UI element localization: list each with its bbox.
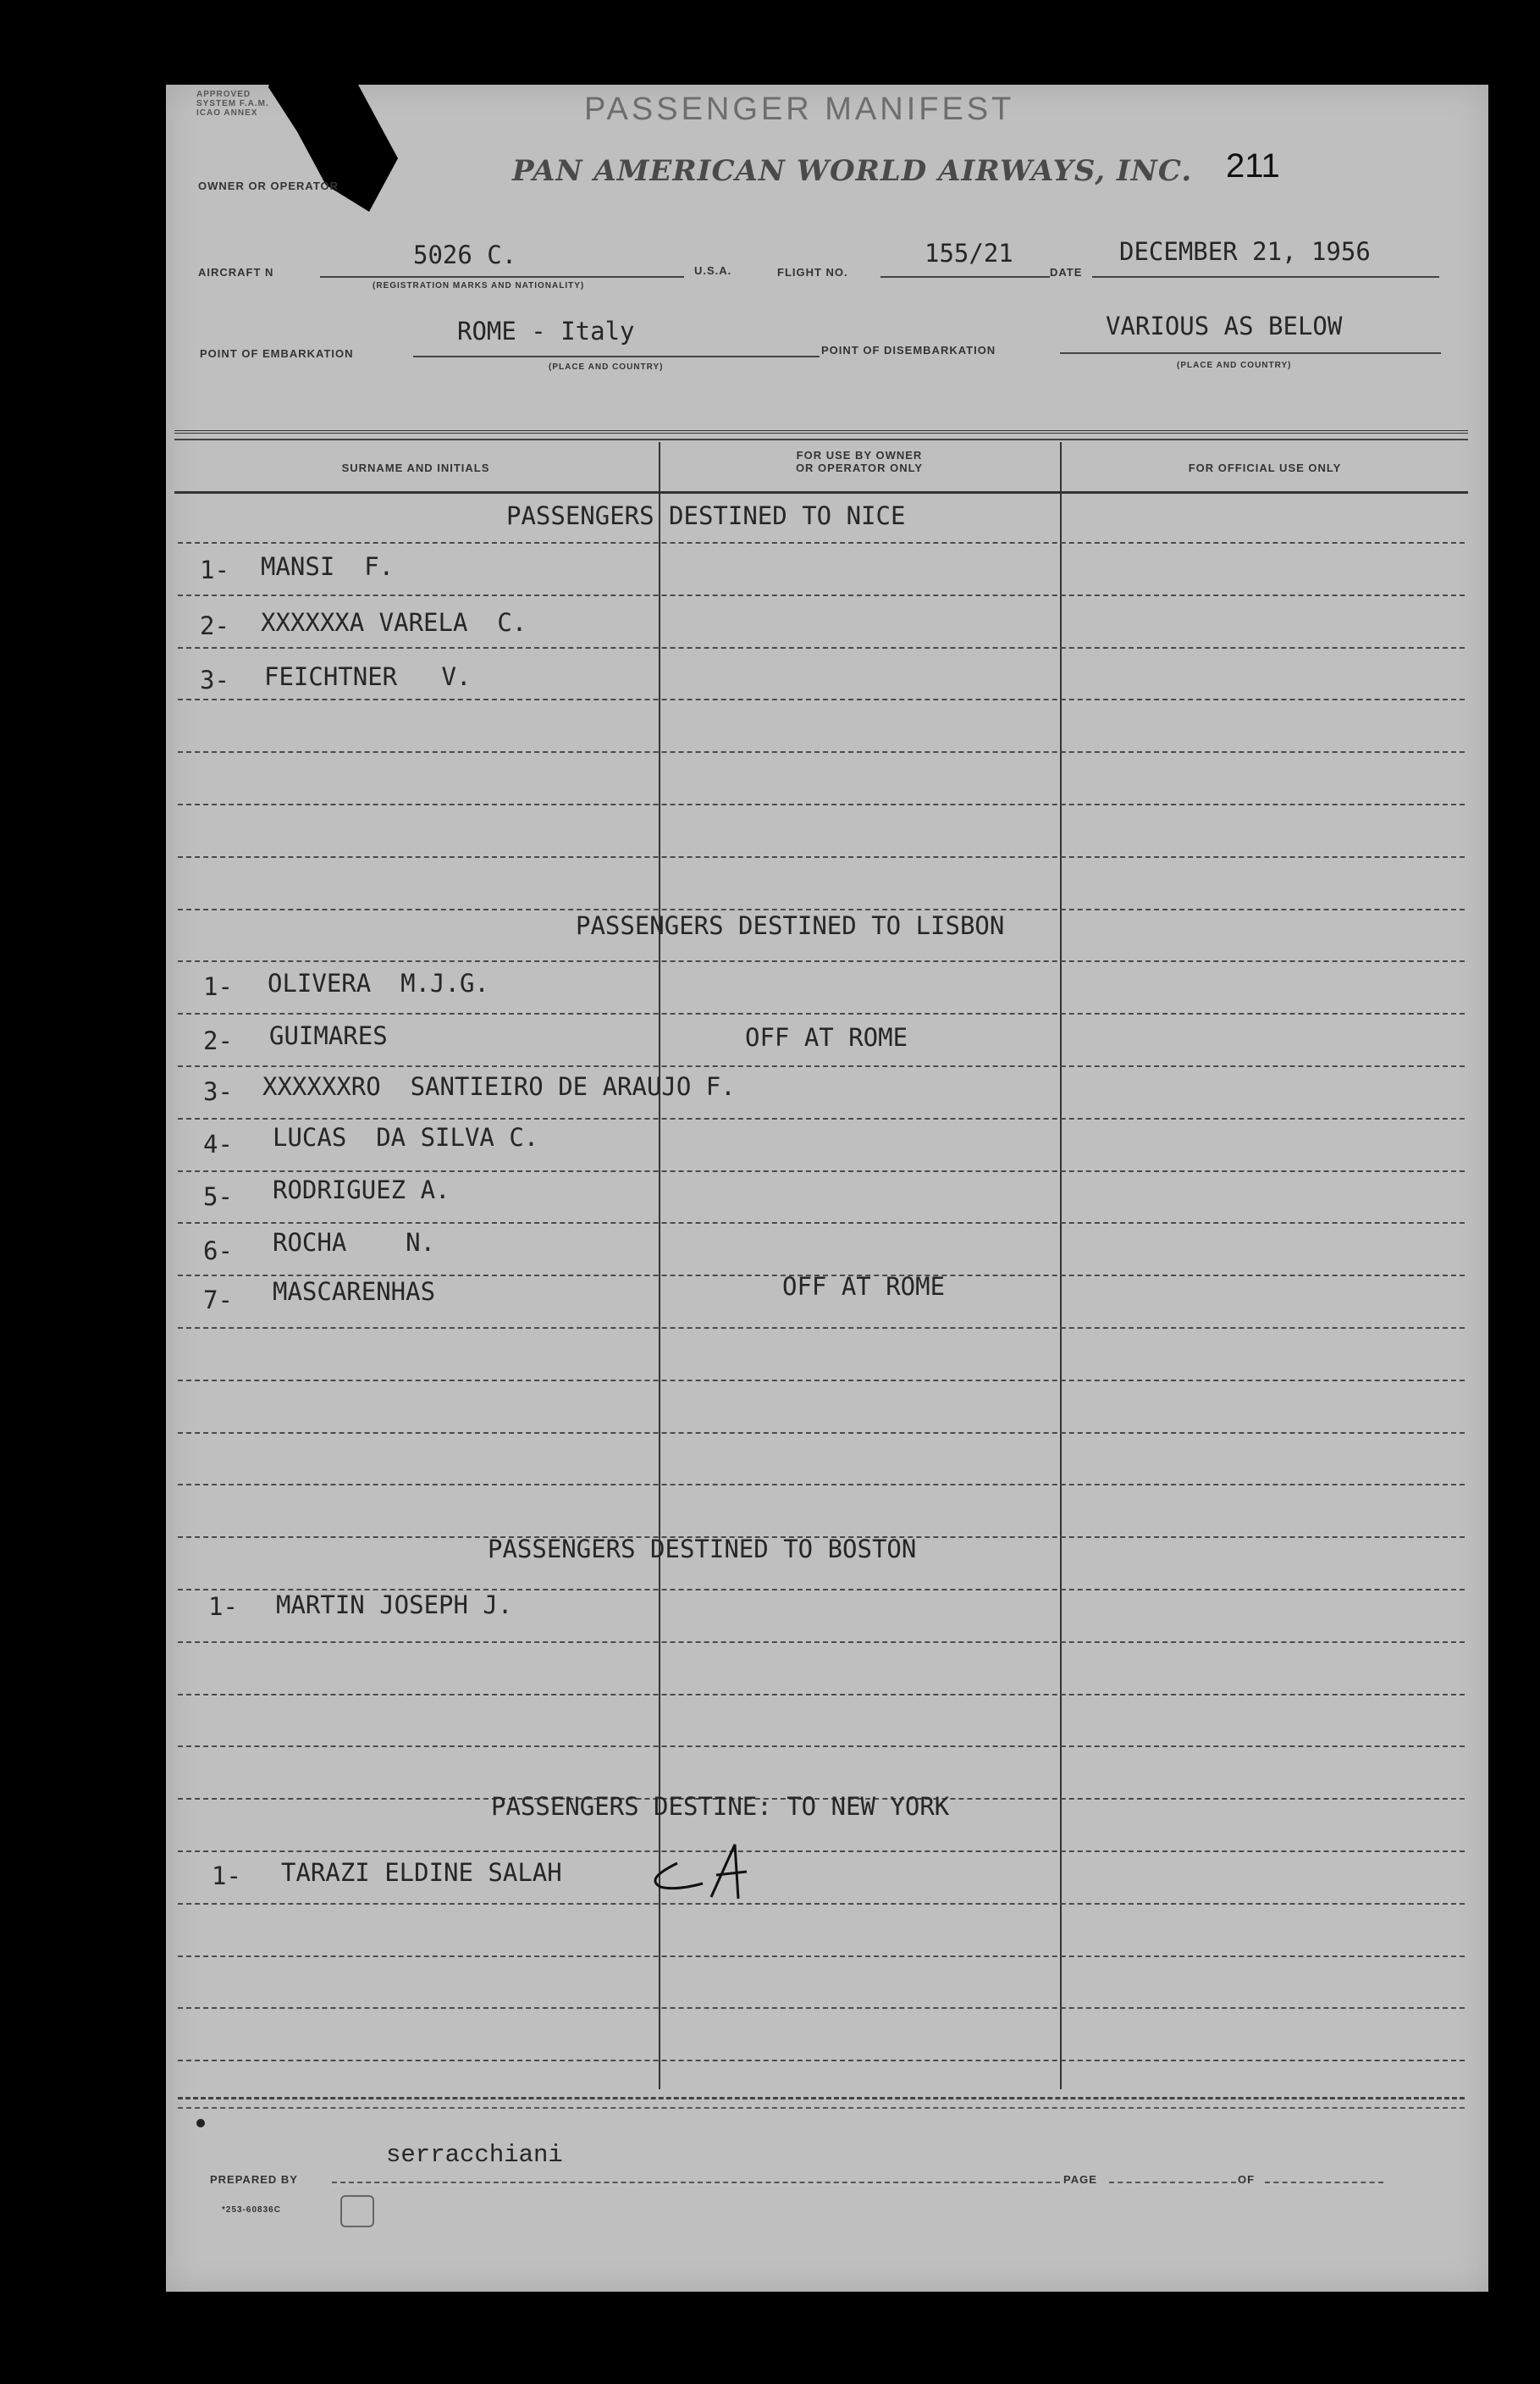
col-surname-header: SURNAME AND INITIALS	[341, 462, 490, 474]
passenger-name: FEICHTNER V.	[264, 662, 472, 691]
usa-label: U.S.A.	[694, 264, 732, 277]
passenger-name: OLIVERA M.J.G.	[268, 969, 489, 998]
handwritten-check-mark-icon	[643, 1838, 762, 1906]
passenger-name: MASCARENHAS	[273, 1277, 436, 1306]
passenger-name: ROCHA N.	[273, 1228, 436, 1257]
disembarkation-underline	[1060, 352, 1441, 354]
passenger-num: 3-	[203, 1077, 233, 1106]
aircraft-underline	[320, 276, 684, 278]
col-owner-line-1: FOR USE BY OWNER	[796, 449, 923, 462]
row-rule	[178, 804, 1465, 805]
row-rule	[178, 1222, 1465, 1224]
passenger-num: 1-	[212, 1861, 241, 1890]
passenger-num: 2-	[203, 1026, 233, 1055]
date-underline	[1092, 276, 1439, 278]
passenger-name: LUCAS DA SILVA C.	[273, 1123, 539, 1152]
passenger-name: GUIMARES	[269, 1021, 388, 1050]
aircraft-value: 5026 C.	[413, 241, 517, 269]
prepared-by-label: PREPARED BY	[210, 2173, 298, 2186]
page-number: 211	[1226, 147, 1280, 185]
row-rule	[178, 856, 1465, 858]
registration-caption: (REGISTRATION MARKS AND NATIONALITY)	[373, 281, 585, 290]
embarkation-label: POINT OF EMBARKATION	[200, 347, 354, 360]
ink-dot	[196, 2119, 205, 2127]
row-rule	[178, 1065, 1465, 1067]
row-rule	[178, 1380, 1465, 1381]
flight-underline	[880, 276, 1050, 278]
row-rule	[178, 1694, 1465, 1695]
passenger-note: OFF AT ROME	[782, 1272, 946, 1301]
date-label: DATE	[1050, 266, 1083, 279]
row-rule	[178, 699, 1465, 700]
owner-label: OWNER OR OPERATOR	[198, 180, 339, 192]
row-rule	[178, 595, 1465, 596]
row-rule	[178, 1484, 1465, 1485]
section-heading-boston: PASSENGERS DESTINED TO BOSTON	[488, 1535, 917, 1563]
approved-line-3: ICAO ANNEX	[196, 108, 258, 118]
footer-rule	[178, 2097, 1465, 2099]
passenger-num: 5-	[203, 1182, 233, 1211]
row-rule	[178, 647, 1465, 649]
aircraft-label: AIRCRAFT N	[198, 266, 274, 279]
row-rule	[178, 1432, 1465, 1434]
passenger-name: MARTIN JOSEPH J.	[276, 1590, 513, 1619]
footer-rule-2	[178, 2107, 1465, 2109]
row-rule	[178, 1013, 1465, 1015]
col-divider-2	[1060, 442, 1062, 2089]
table-top-rule	[174, 430, 1468, 434]
prepared-by-value: serracchiani	[386, 2141, 563, 2169]
row-rule	[178, 542, 1465, 544]
col-owner-line-2: OR OPERATOR ONLY	[795, 462, 924, 474]
row-rule	[178, 2060, 1465, 2061]
row-rule	[178, 1327, 1465, 1329]
flight-label: FLIGHT NO.	[777, 266, 848, 279]
passenger-num: 1-	[200, 556, 229, 584]
passenger-num: 1-	[203, 972, 233, 1001]
disembarkation-value: VARIOUS AS BELOW	[1106, 312, 1343, 340]
of-underline	[1265, 2182, 1383, 2183]
passenger-num: 4-	[203, 1130, 233, 1159]
row-rule	[178, 1955, 1465, 1957]
row-rule	[178, 1641, 1465, 1643]
header-bottom-rule	[174, 491, 1468, 494]
passenger-name: MANSI F.	[261, 552, 395, 581]
section-heading-nice: PASSENGERS DESTINED TO NICE	[506, 501, 906, 530]
form-code: *253-60836C	[222, 2205, 281, 2215]
prepared-by-underline	[332, 2182, 1060, 2183]
owner-value: PAN AMERICAN WORLD AIRWAYS, INC.	[512, 154, 1193, 188]
flight-value: 155/21	[925, 239, 1013, 268]
row-rule	[178, 1745, 1465, 1747]
passenger-name: XXXXXXA VARELA C.	[261, 608, 527, 637]
row-rule	[178, 2007, 1465, 2009]
col-official-header: FOR OFFICIAL USE ONLY	[1188, 462, 1342, 474]
passenger-num: 2-	[200, 611, 229, 640]
passenger-name: XXXXXXRO SANTIEIRO DE ARAUJO F.	[262, 1072, 736, 1101]
row-rule	[178, 960, 1465, 962]
table-top-rule-2	[174, 439, 1468, 440]
form-title: PASSENGER MANIFEST	[584, 91, 1015, 127]
page-label: PAGE	[1063, 2173, 1097, 2186]
disembarkation-label: POINT OF DISEMBARKATION	[821, 344, 996, 357]
approved-line-2: SYSTEM F.A.M.	[196, 99, 269, 108]
disembarkation-caption: (PLACE AND COUNTRY)	[1177, 361, 1292, 370]
approved-line-1: APPROVED	[196, 90, 251, 99]
embarkation-caption: (PLACE AND COUNTRY)	[549, 362, 664, 372]
passenger-num: 3-	[200, 666, 229, 694]
passenger-num: 1-	[208, 1592, 238, 1621]
passenger-num: 6-	[203, 1236, 233, 1265]
row-rule	[178, 1118, 1465, 1120]
passenger-name: RODRIGUEZ A.	[273, 1175, 450, 1204]
row-rule	[178, 909, 1465, 910]
row-rule	[178, 1850, 1465, 1852]
of-label: OF	[1238, 2173, 1256, 2186]
section-heading-new-york: PASSENGERS DESTINE: TO NEW YORK	[491, 1792, 950, 1821]
section-heading-lisbon: PASSENGERS DESTINED TO LISBON	[576, 911, 1005, 940]
row-rule	[178, 1170, 1465, 1172]
passenger-num: 7-	[203, 1286, 233, 1314]
date-value: DECEMBER 21, 1956	[1119, 237, 1371, 266]
row-rule	[178, 1903, 1465, 1905]
passenger-name: TARAZI ELDINE SALAH	[281, 1858, 562, 1887]
printed-stamp-icon	[340, 2195, 374, 2227]
passenger-note: OFF AT ROME	[745, 1023, 908, 1052]
row-rule	[178, 751, 1465, 753]
embarkation-value: ROME - Italy	[457, 317, 635, 346]
page-underline	[1109, 2182, 1236, 2183]
approved-stamp	[196, 90, 269, 118]
embarkation-underline	[413, 356, 820, 357]
col-owner-header	[660, 449, 1058, 474]
